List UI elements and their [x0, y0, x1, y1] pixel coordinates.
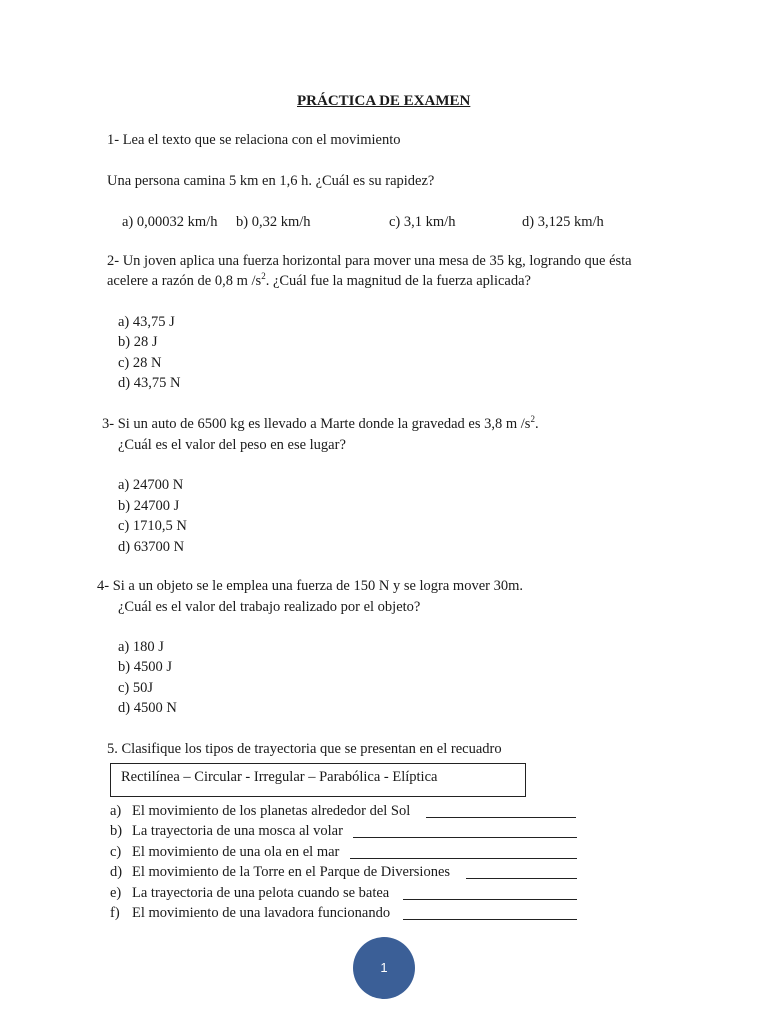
q5-item-f-text: El movimiento de una lavadora funcionando [132, 905, 391, 921]
q3-option-d: d) 63700 N [118, 539, 185, 555]
q5-item-d-answer-line[interactable] [466, 878, 577, 879]
q1-option-b: b) 0,32 km/h [236, 214, 311, 230]
q2-option-b: b) 28 J [118, 334, 158, 350]
q1-option-c: c) 3,1 km/h [389, 214, 456, 230]
q5-item-d-text: El movimiento de la Torre en el Parque de Diversiones [132, 864, 451, 880]
q5-item-e-answer-line[interactable] [403, 899, 577, 900]
q3-option-c: c) 1710,5 N [118, 518, 187, 534]
q4-line2: ¿Cuál es el valor del trabajo realizado por el objeto? [118, 599, 421, 615]
q1-heading: 1- Lea el texto que se relaciona con el movimiento [107, 132, 401, 148]
q5-item-b-text: La trayectoria de una mosca al volar [132, 823, 343, 839]
q2-option-c: c) 28 N [118, 355, 162, 371]
q4-option-d: d) 4500 N [118, 700, 177, 716]
q5-item-b-letter: b) [110, 823, 123, 839]
page-title: PRÁCTICA DE EXAMEN [297, 93, 471, 109]
q1-option-d: d) 3,125 km/h [522, 214, 604, 230]
q2-option-d: d) 43,75 N [118, 375, 181, 391]
q3-line1: 3- Si un auto de 6500 kg es llevado a Marte donde la gravedad es 3,8 m $/s^2$. [102, 414, 539, 432]
page-number-badge: 1 [353, 937, 415, 999]
q5-item-c-text: El movimiento de una ola en el mar [132, 844, 340, 860]
q5-item-f-answer-line[interactable] [403, 919, 577, 920]
q5-item-c-answer-line[interactable] [350, 858, 577, 859]
q3-option-a: a) 24700 N [118, 477, 184, 493]
q5-item-e-letter: e) [110, 885, 122, 901]
q2-line1: 2- Un joven aplica una fuerza horizontal para mover una mesa de 35 kg, logrando que ésta [107, 253, 632, 269]
q5-item-a-letter: a) [110, 803, 122, 819]
q4-option-b: b) 4500 J [118, 659, 172, 675]
q5-item-a-text: El movimiento de los planetas alrededor del Sol [132, 803, 411, 819]
q3-option-b: b) 24700 J [118, 498, 180, 514]
q2-option-a: a) 43,75 J [118, 314, 175, 330]
q5-item-c-letter: c) [110, 844, 122, 860]
q5-item-e-text: La trayectoria de una pelota cuando se batea [132, 885, 390, 901]
q4-option-c: c) 50J [118, 680, 154, 696]
q1-question: Una persona camina 5 km en 1,6 h. ¿Cuál es su rapidez? [107, 173, 435, 189]
q5-item-d-letter: d) [110, 864, 123, 880]
q5-item-f-letter: f) [110, 905, 120, 921]
q5-heading: 5. Clasifique los tipos de trayectoria que se presentan en el recuadro [107, 741, 502, 757]
q4-option-a: a) 180 J [118, 639, 164, 655]
trajectory-types-text: Rectilínea – Circular - Irregular – Parabólica - Elíptica [121, 769, 438, 785]
q5-item-b-answer-line[interactable] [353, 837, 577, 838]
trajectory-types-box [110, 763, 526, 797]
q5-item-a-answer-line[interactable] [426, 817, 576, 818]
q4-line1: 4- Si a un objeto se le emplea una fuerza de 150 N y se logra mover 30m. [97, 578, 524, 594]
q2-line2: acelere a razón de 0,8 m $/s^2$. ¿Cuál fue la magnitud de la fuerza aplicada? [107, 271, 531, 289]
q1-option-a: a) 0,00032 km/h [122, 214, 218, 230]
q3-line2: ¿Cuál es el valor del peso en ese lugar? [118, 437, 346, 453]
